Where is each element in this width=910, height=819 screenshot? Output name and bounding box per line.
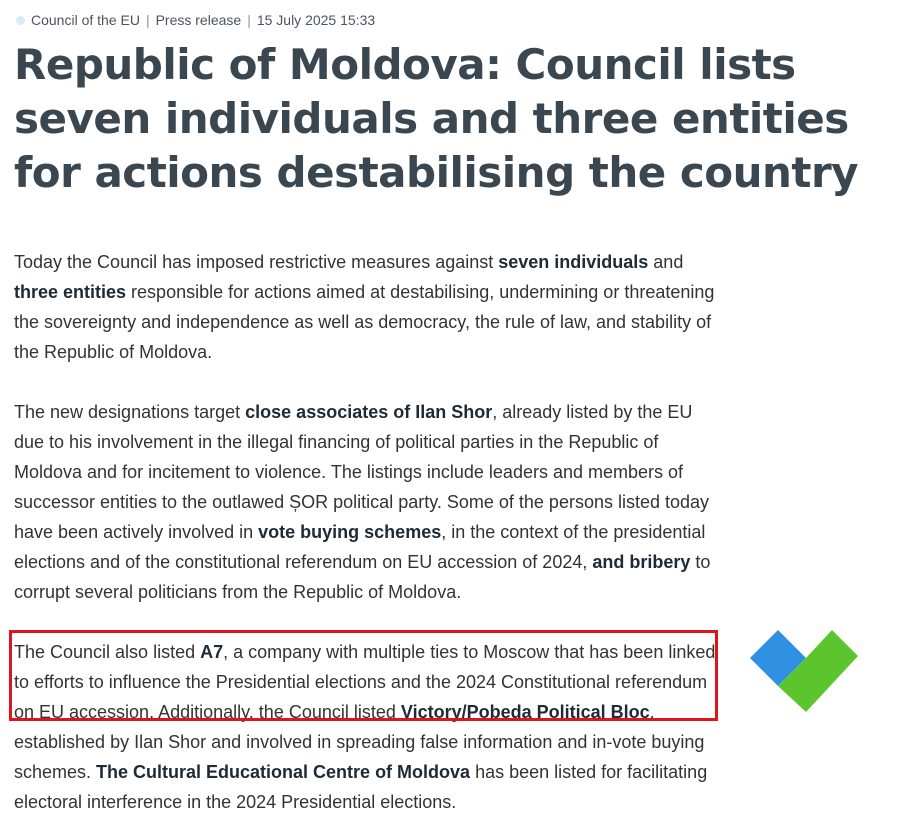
paragraph-3: The Council also listed A7, a company with multiple ties to Moscow that has been linked to efforts to influence the Presidential elections and the 2024 Constitutional referendum on EU accession. Additionally, the Council listed Victory/Pobeda Political Bloc, established by Ilan Shor and involved in spreading false information and in-vote buying schemes. The Cultural Educational Centre of Moldova has been listed for facilitating electoral interference in the 2024 Presidential elections. bbox=[14, 642, 716, 812]
article-meta bbox=[16, 12, 375, 28]
paragraph-1: Today the Council has imposed restrictive measures against seven individuals and three entities responsible for actions aimed at destabilising, undermining or threatening the sovereignty and independence as well as democracy, the rule of law, and stability of the Republic of Moldova. bbox=[14, 252, 715, 362]
page-title: Republic of Moldova: Council lists seven individuals and three entities for actions destabilising the country bbox=[14, 40, 859, 197]
meta-separator: | bbox=[247, 12, 251, 28]
check-logo-icon bbox=[750, 630, 860, 714]
meta-separator: | bbox=[145, 12, 150, 28]
source-dot-icon bbox=[16, 16, 25, 25]
publish-date: 15 July 2025 15:33 bbox=[256, 12, 376, 28]
source-link[interactable]: Council of the EU bbox=[31, 12, 140, 28]
content-type: Press release bbox=[155, 12, 242, 28]
paragraph-2: The new designations target close associates of Ilan Shor, already listed by the EU due to his involvement in the illegal financing of political parties in the Republic of Moldova and for incitement to violence. The listings include leaders and members of successor entities to the outlawed ȘOR political party. Some of the persons listed today have been actively involved in vote buying schemes, in the context of the presidential elections and of the constitutional referendum on EU accession of 2024, and bribery to corrupt several politicians from the Republic of Moldova. bbox=[14, 402, 711, 602]
